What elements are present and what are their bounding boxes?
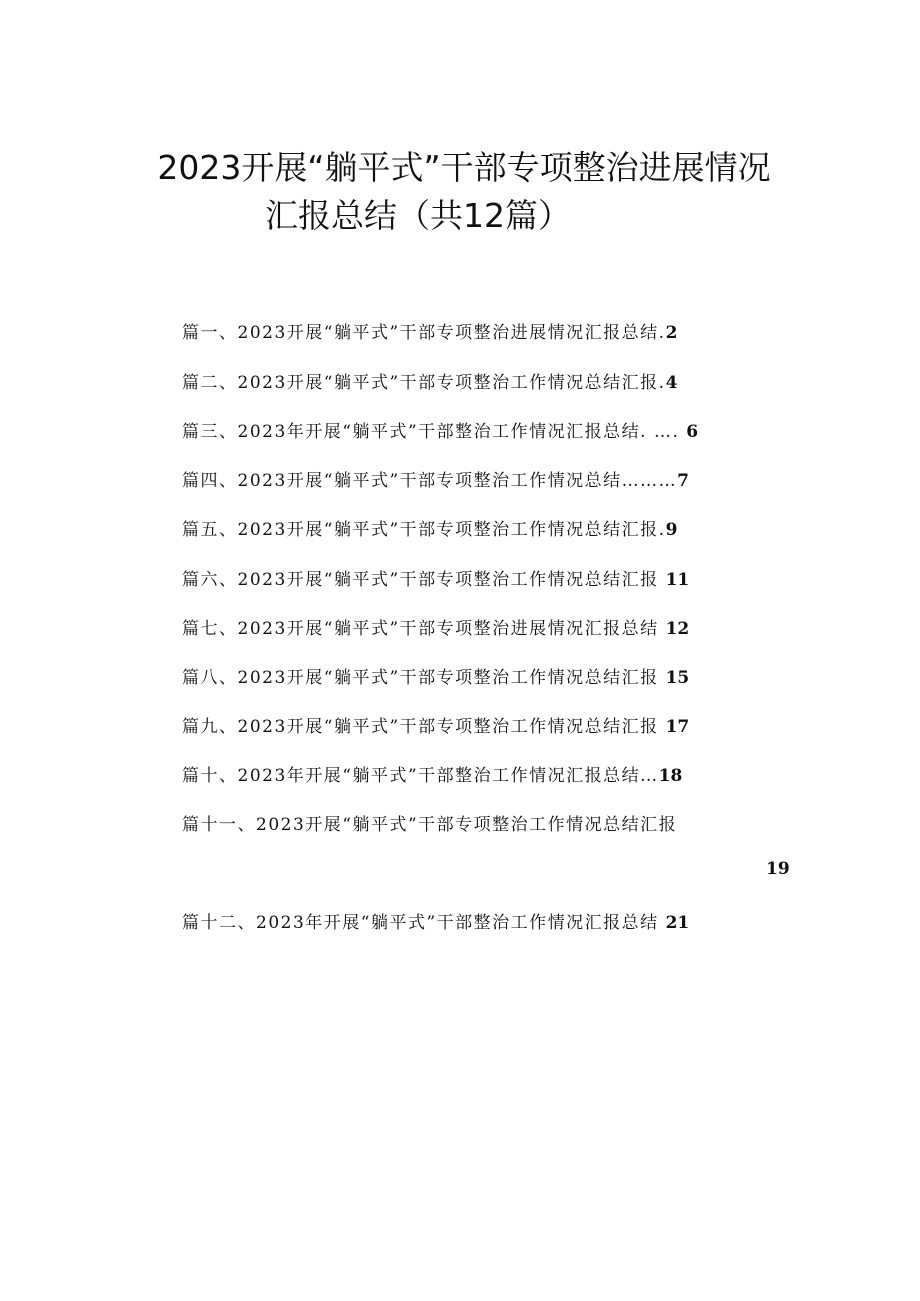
- toc-item-page: 18: [658, 766, 683, 786]
- toc-item-text: 篇六、2023开展“躺平式”干部专项整治工作情况总结汇报: [182, 570, 666, 590]
- toc-item-page: 12: [665, 619, 690, 639]
- toc-item-12[interactable]: [182, 908, 689, 933]
- toc-item-text: 篇十二、2023年开展“躺平式”干部整治工作情况汇报总结: [182, 913, 666, 933]
- toc-item-page: 6: [686, 422, 699, 442]
- toc-item-page: 11: [665, 570, 690, 590]
- toc-item-text: 篇七、2023开展“躺平式”干部专项整治进展情况汇报总结: [182, 619, 666, 639]
- toc-item-page: 2: [665, 323, 678, 343]
- toc-item-text: 篇九、2023开展“躺平式”干部专项整治工作情况总结汇报: [182, 717, 666, 737]
- toc-item-text: 篇八、2023开展“躺平式”干部专项整治工作情况总结汇报: [182, 668, 666, 688]
- toc-item-text: 篇二、2023开展“躺平式”干部专项整治工作情况总结汇报.: [182, 373, 666, 393]
- toc-item-3[interactable]: [182, 417, 698, 442]
- toc-item-page: 15: [665, 668, 690, 688]
- toc-item-text: 篇一、2023开展“躺平式”干部专项整治进展情况汇报总结.: [182, 323, 666, 343]
- toc-item-2[interactable]: [182, 368, 677, 393]
- toc-item-7[interactable]: [182, 614, 689, 639]
- toc-item-page: 17: [665, 717, 690, 737]
- toc-item-text: 篇三、2023年开展“躺平式”干部整治工作情况汇报总结. ….: [182, 422, 687, 442]
- toc-item-text: 篇四、2023开展“躺平式”干部专项整治工作情况总结………: [182, 471, 678, 491]
- toc-item-10[interactable]: [182, 761, 682, 786]
- toc-item-5[interactable]: [182, 515, 677, 540]
- document-title-line-2: 汇报总结（共12篇）: [265, 196, 571, 235]
- toc-item-text: 篇五、2023开展“躺平式”干部专项整治工作情况总结汇报.: [182, 520, 666, 540]
- toc-item-text: 篇十、2023年开展“躺平式”干部整治工作情况汇报总结…: [182, 766, 659, 786]
- document-title-line-1: 2023开展“躺平式”干部专项整治进展情况: [157, 148, 771, 187]
- toc-item-page: 4: [665, 373, 678, 393]
- toc-item-text: 篇十一、2023开展“躺平式”干部专项整治工作情况总结汇报: [182, 815, 678, 835]
- toc-item-4[interactable]: [182, 466, 689, 491]
- toc-item-8[interactable]: [182, 663, 689, 688]
- toc-item-11-page[interactable]: 19: [766, 859, 790, 879]
- toc-item-page: 21: [665, 913, 690, 933]
- toc-item-page: 9: [665, 520, 678, 540]
- toc-item-6[interactable]: [182, 565, 689, 590]
- toc-item-9[interactable]: [182, 712, 689, 737]
- toc-item-11[interactable]: [182, 810, 677, 835]
- toc-item-page: 7: [677, 471, 689, 491]
- toc-item-1[interactable]: [182, 318, 677, 343]
